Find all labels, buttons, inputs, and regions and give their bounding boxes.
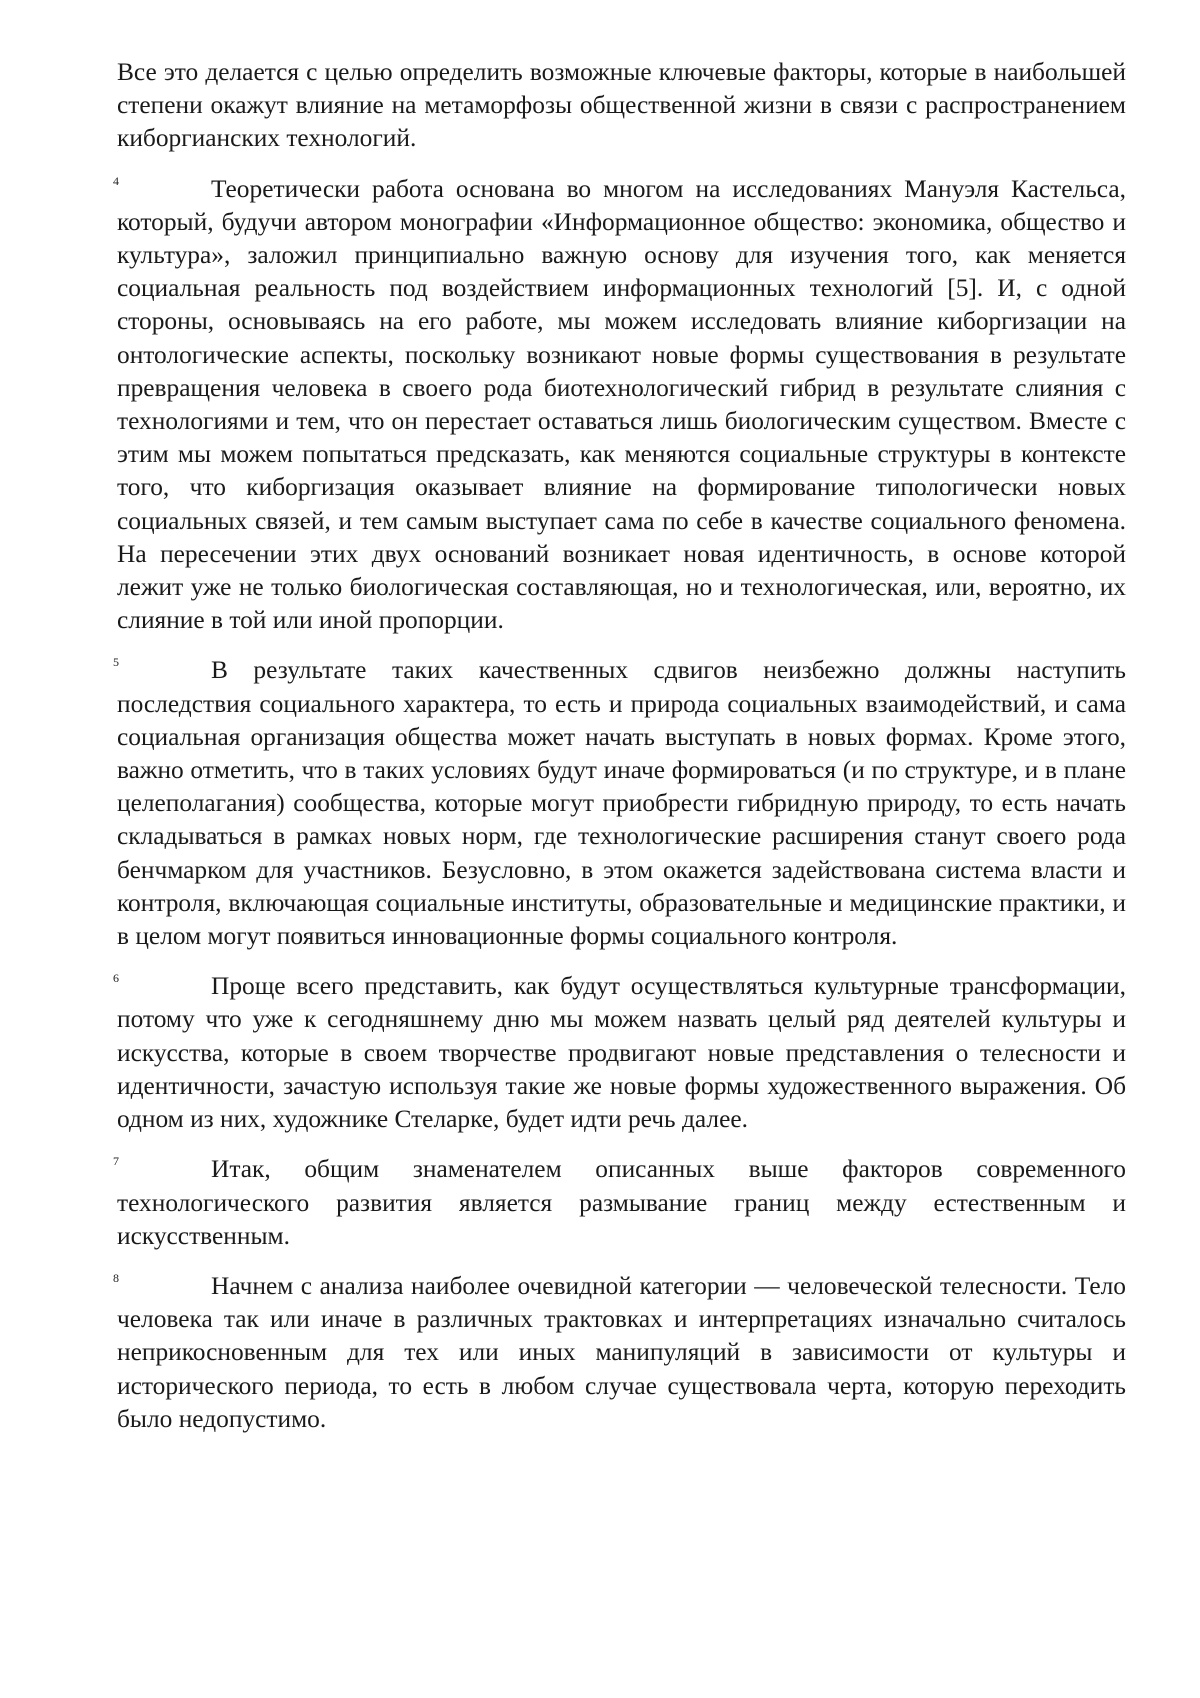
- paragraph-6: [117, 970, 1126, 1136]
- paragraph-text: Проще всего представить, как будут осуществляться культурные трансформации, потому что уже к сегодняшнему дню мы можем назвать целый ряд деятелей культуры и искусства, которые в своем творчестве продвигают новые представления о телесности и идентичности, зачастую используя такие же новые формы художественного выражения. Об одном из них, художнике Стеларке, будет идти речь далее.: [117, 972, 1126, 1133]
- paragraph-number: 7: [113, 1151, 119, 1171]
- paragraph-5: [117, 654, 1126, 953]
- paragraph-4: [117, 173, 1126, 638]
- paragraph-8: [117, 1270, 1126, 1436]
- paragraph-continuation: [117, 56, 1126, 156]
- document-page: [117, 56, 1126, 1453]
- paragraph-number: 6: [113, 968, 119, 988]
- paragraph-number: 8: [113, 1268, 119, 1288]
- paragraph-text: Теоретически работа основана во многом на исследованиях Мануэля Кастельса, который, будучи автором монографии «Информационное общество: экономика, общество и культура», заложил принципиально важную основу для изучения того, как меняется социальная реальность под воздействием информационных технологий [5]. И, с одной стороны, основываясь на его работе, мы можем исследовать влияние киборгизации на онтологические аспекты, поскольку возникают новые формы существования в результате превращения человека в своего рода биотехнологический гибрид в результате слияния с технологиями и тем, что он перестает оставаться лишь биологическим существом. Вместе с этим мы можем попытаться предсказать, как меняются социальные структуры в контексте того, что киборгизация оказывает влияние на формирование типологически новых социальных связей, и тем самым выступает сама по себе в качестве социального феномена. На пересечении этих двух оснований возникает новая идентичность, в основе которой лежит уже не только биологическая составляющая, но и технологическая, или, вероятно, их слияние в той или иной пропорции.: [117, 175, 1126, 635]
- paragraph-7: [117, 1153, 1126, 1253]
- paragraph-text: В результате таких качественных сдвигов неизбежно должны наступить последствия социального характера, то есть и природа социальных взаимодействий, и сама социальная организация общества может начать выступать в новых формах. Кроме этого, важно отметить, что в таких условиях будут иначе формироваться (и по структуре, и в плане целеполагания) сообщества, которые могут приобрести гибридную природу, то есть начать складываться в рамках новых норм, где технологические расширения станут своего рода бенчмарком для участников. Безусловно, в этом окажется задействована система власти и контроля, включающая социальные институты, образовательные и медицинские практики, и в целом могут появиться инновационные формы социального контроля.: [117, 656, 1126, 950]
- paragraph-text: Итак, общим знаменателем описанных выше факторов современного технологического развития является размывание границ между естественным и искусственным.: [117, 1155, 1126, 1249]
- paragraph-text: Все это делается с целью определить возможные ключевые факторы, которые в наибольшей степени окажут влияние на метаморфозы общественной жизни в связи с распространением киборгианских технологий.: [117, 58, 1126, 152]
- paragraph-text: Начнем с анализа наиболее очевидной категории — человеческой телесности. Тело человека так или иначе в различных трактовках и интерпретациях изначально считалось неприкосновенным для тех или иных манипуляций в зависимости от культуры и исторического периода, то есть в любом случае существовала черта, которую переходить было недопустимо.: [117, 1272, 1126, 1433]
- paragraph-number: 5: [113, 652, 119, 672]
- paragraph-number: 4: [113, 171, 119, 191]
